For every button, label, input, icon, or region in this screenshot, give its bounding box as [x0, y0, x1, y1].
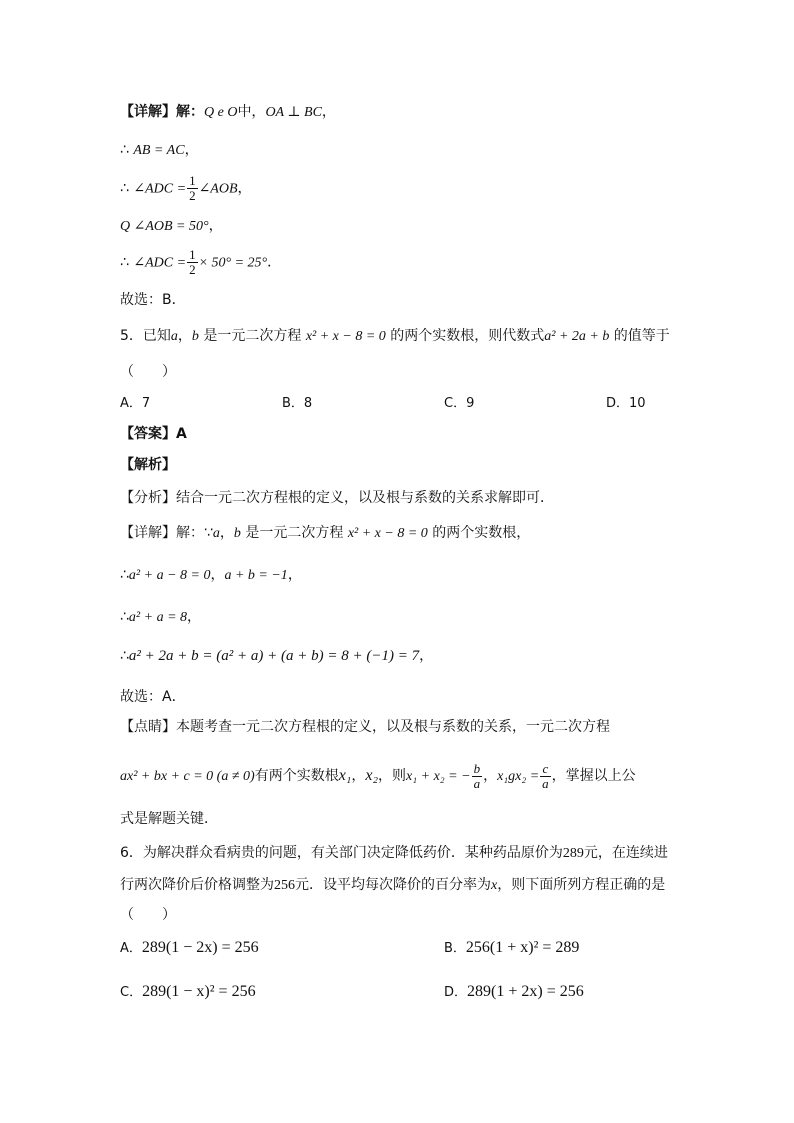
text: ， [184, 142, 199, 158]
detail-label: 【详解】解： [120, 104, 204, 120]
math-equation: x² + x − 8 = 0 [347, 526, 428, 541]
text: 的值等于 [609, 328, 670, 344]
q5-dianjing-3: 式是解题关键． [120, 811, 218, 827]
text: 元，在连续进 [583, 845, 668, 861]
q5-analysis-label: 【解析】 [120, 457, 176, 473]
text: ， [321, 104, 336, 120]
sol4-choose: 故选：B． [120, 292, 186, 308]
numerator: 1 [189, 173, 196, 188]
therefore-symbol: ∴ [120, 648, 129, 664]
numerator: 1 [189, 247, 196, 262]
q5-option-a: A．7 [120, 396, 151, 411]
math-equation: ax² + bx + c = 0 (a ≠ 0) [120, 769, 255, 784]
numerator: c [540, 762, 551, 777]
math-b: b [191, 329, 199, 344]
q5-dianjing-1 [120, 717, 610, 737]
text: 行两次降价后价格调整为 [120, 877, 274, 893]
math-rhs: × 50° = 25° [198, 255, 268, 271]
text: ． [267, 254, 282, 271]
q6-option-b [444, 938, 579, 959]
text: ， [208, 218, 223, 234]
q5-option-d: D．10 [606, 396, 646, 411]
text: 元．设平均每次降价的百分率为 [295, 877, 491, 893]
text: ， [237, 180, 252, 197]
option-label: D． [444, 985, 468, 1000]
math-sum: x₁ + x₂ = − [406, 769, 471, 784]
math-equation: a² + 2a + b = (a² + a) + (a + b) = 8 + (−1) = 7 [128, 648, 420, 664]
q5-choose: 故选：A． [120, 689, 186, 705]
q5-fenxi: 【分析】结合一元二次方程根的定义，以及根与系数的关系求解即可． [120, 490, 554, 506]
q6-stem-1 [120, 843, 668, 864]
q5-paren: （ ） [120, 364, 176, 380]
math-lhs: ∠ADC = [133, 255, 187, 271]
text: 中， [237, 104, 266, 120]
text: ，则 [378, 768, 407, 784]
denominator: a [542, 775, 549, 791]
q6-paren: （ ） [120, 907, 176, 923]
text: ， [210, 567, 225, 583]
math-equation: 289(1 − x)² = 256 [142, 983, 256, 1000]
sol4-line1 [120, 102, 336, 123]
text: 是一元二次方程 [198, 328, 306, 344]
text: ， [187, 609, 202, 625]
therefore-symbol: ∴ [120, 567, 129, 583]
sol4-line3 [120, 174, 252, 203]
q6-stem-2 [120, 875, 665, 896]
therefore-symbol: ∴ [120, 609, 129, 625]
option-label: B． [444, 941, 466, 956]
text: ， [177, 328, 192, 344]
text: 的两个实数根， [427, 525, 531, 541]
fraction-half [187, 174, 198, 203]
math-equation: a + b = −1 [224, 568, 288, 583]
q5-option-c: C．9 [444, 396, 475, 411]
text: ，则下面所列方程正确的是 [497, 877, 666, 893]
q5-stem [120, 326, 670, 347]
q5-answer: 【答案】A [120, 426, 187, 442]
numerator: b [473, 760, 481, 776]
number: 256 [274, 878, 295, 893]
fraction-b-over-a [472, 762, 483, 791]
q5-dianjing-2 [120, 756, 636, 797]
q5-option-b: B．8 [282, 396, 313, 411]
q5-detail [120, 523, 530, 544]
math-x: x [491, 878, 498, 893]
denominator: 2 [189, 262, 196, 277]
fraction-c-over-a [540, 762, 551, 791]
q5-step3 [120, 646, 433, 666]
text: ， [219, 525, 234, 541]
sol4-line2 [120, 140, 199, 161]
text: ， [287, 567, 302, 583]
text: 的两个实数根，则代数式 [385, 328, 545, 344]
math-equation: 289(1 − 2x) = 256 [141, 939, 259, 956]
math-x1: x₁ [338, 767, 352, 784]
therefore-symbol: ∴ [120, 180, 129, 197]
text: 是一元二次方程 [240, 525, 348, 541]
q6-option-d [444, 982, 584, 1003]
math-equation: x² + x − 8 = 0 [305, 329, 386, 344]
math-product: x₁gx₂ = [497, 769, 540, 784]
text: ， [483, 768, 498, 784]
math-equation: a² + a = 8 [128, 610, 188, 625]
option-label: A． [120, 941, 142, 956]
math-a: a [170, 329, 178, 344]
therefore-symbol: ∴ [120, 254, 129, 271]
text: 5．已知 [120, 328, 171, 344]
q6-option-c [120, 982, 256, 1003]
text: ， [419, 648, 434, 664]
math-equation: a² + a − 8 = 0 [128, 568, 211, 583]
math-lhs: ∠ADC = [133, 181, 187, 197]
q6-option-a [120, 938, 259, 959]
option-label: C． [120, 985, 143, 1000]
number: 289 [562, 846, 584, 861]
math-circle-o: Q e O [204, 105, 238, 120]
denominator: a [473, 775, 481, 791]
denominator: 2 [189, 188, 196, 203]
text: 6．为解决群众看病贵的问题，有关部门决定降低药价．某种药品原价为 [120, 845, 563, 861]
sol4-line4 [120, 216, 223, 237]
math-expression: a² + 2a + b [544, 329, 610, 344]
math-perp: OA ⊥ BC [265, 105, 322, 120]
q5-step2 [120, 607, 201, 628]
text: 有两个实数根 [254, 768, 339, 784]
math-equation: 256(1 + x)² = 289 [465, 939, 580, 956]
sol4-line5 [120, 248, 281, 277]
math-a: a [212, 526, 220, 541]
text: ，掌握以上公 [551, 768, 636, 784]
fraction-half [187, 248, 198, 277]
math-angle: Q ∠AOB = 50° [120, 219, 209, 234]
text: 【点睛】本题考查一元二次方程根的定义，以及根与系数的关系，一元二次方程 [120, 719, 610, 735]
math-equation: 289(1 + 2x) = 256 [467, 983, 584, 1000]
text: 【详解】解：∵ [120, 525, 213, 541]
math-x2: x₂ [365, 767, 379, 784]
q5-step1 [120, 565, 302, 586]
text: ， [351, 768, 366, 784]
math-rhs: ∠AOB [198, 181, 238, 197]
math-arcs-equal: AB = AC [133, 143, 185, 158]
therefore-symbol: ∴ [120, 142, 129, 158]
math-b: b [233, 526, 241, 541]
